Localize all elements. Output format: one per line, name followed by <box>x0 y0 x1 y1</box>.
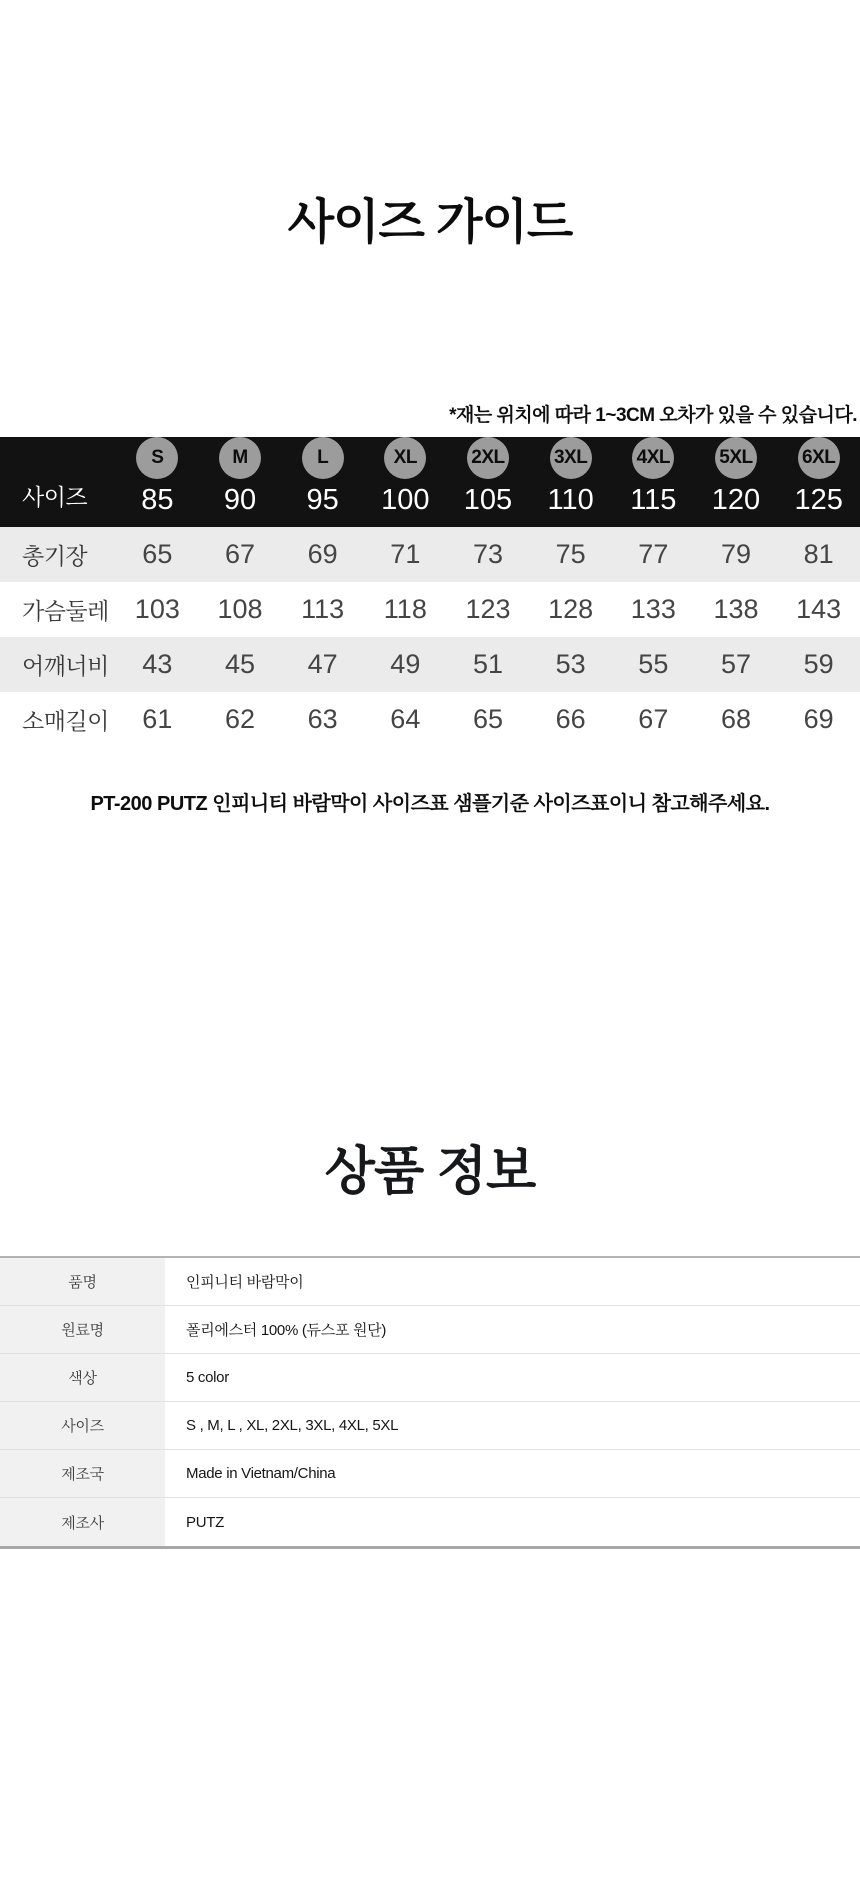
product-info-row <box>0 1498 860 1546</box>
size-header-cell <box>116 437 199 527</box>
size-table-header-row <box>0 437 860 527</box>
measurement-value: 133 <box>630 594 676 624</box>
measurement-value: 63 <box>307 704 338 734</box>
measurement-row-label: 소매길이 <box>22 708 109 734</box>
measurement-value: 67 <box>224 539 256 569</box>
size-badge: S <box>136 437 178 479</box>
product-info-label: 사이즈 <box>0 1402 165 1449</box>
size-guide-title: 사이즈 가이드 <box>287 196 573 249</box>
measurement-row-label: 어깨너비 <box>22 653 109 679</box>
measurement-value: 62 <box>224 704 256 734</box>
measurement-value: 51 <box>472 649 504 679</box>
size-table-corner-label: 사이즈 <box>22 484 88 510</box>
measurement-value: 59 <box>803 649 834 679</box>
size-table-caption: PT-200 PUTZ 인피니티 바람막이 사이즈표 샘플기준 사이즈표이니 참고해주세요. <box>90 793 770 815</box>
measurement-value: 138 <box>713 594 759 624</box>
product-info-row <box>0 1354 860 1402</box>
measurement-value: 77 <box>638 539 669 569</box>
measurement-value: 49 <box>390 649 421 679</box>
size-badge: 4XL <box>632 437 674 479</box>
size-header-cell <box>199 437 282 527</box>
measurement-value: 118 <box>383 594 427 624</box>
size-number: 115 <box>630 484 677 516</box>
measurement-row <box>0 527 860 582</box>
size-badge: 3XL <box>550 437 592 479</box>
measurement-value: 113 <box>301 594 345 624</box>
measurement-value: 55 <box>638 649 669 679</box>
product-info-label: 색상 <box>0 1354 165 1401</box>
product-info-label: 제조국 <box>0 1450 165 1497</box>
size-header-cell <box>777 437 860 527</box>
measurement-row-label: 가슴둘레 <box>22 598 109 624</box>
measurement-value: 71 <box>390 539 421 569</box>
product-info-label: 제조사 <box>0 1498 165 1546</box>
measurement-value: 69 <box>803 704 834 734</box>
measurement-value: 53 <box>555 649 586 679</box>
measurement-value: 75 <box>555 539 586 569</box>
measurement-row <box>0 692 860 747</box>
measurement-value: 73 <box>472 539 504 569</box>
measurement-row-label: 총기장 <box>22 543 88 569</box>
size-number: 95 <box>306 484 339 516</box>
measurement-value: 43 <box>142 649 173 679</box>
measurement-value: 65 <box>142 539 173 569</box>
size-badge: 6XL <box>798 437 840 479</box>
size-header-cell <box>281 437 364 527</box>
size-header-cell <box>364 437 447 527</box>
measurement-value: 143 <box>796 594 842 624</box>
measurement-value: 103 <box>134 594 180 624</box>
measurement-value: 45 <box>224 649 256 679</box>
measurement-value: 128 <box>548 594 594 624</box>
size-number: 90 <box>223 484 257 516</box>
measurement-value: 123 <box>465 594 511 624</box>
size-badge: L <box>302 437 344 479</box>
size-badge: M <box>219 437 261 479</box>
product-info-title: 상품 정보 <box>324 1143 536 1201</box>
product-info-row <box>0 1258 860 1306</box>
measurement-value: 69 <box>307 539 338 569</box>
product-info-value: Made in Vietnam/China <box>186 1465 336 1483</box>
size-badge: 5XL <box>715 437 757 479</box>
measurement-value: 67 <box>638 704 669 734</box>
measurement-value: 108 <box>217 594 263 624</box>
product-info-row <box>0 1402 860 1450</box>
size-table <box>0 437 860 747</box>
size-number: 125 <box>794 484 843 516</box>
measurement-tolerance-note: *재는 위치에 따라 1~3CM 오차가 있을 수 있습니다. <box>449 405 857 426</box>
product-info-row <box>0 1306 860 1354</box>
measurement-value: 64 <box>390 704 421 734</box>
product-info-value: 폴리에스터 100% (듀스포 원단) <box>186 1322 387 1340</box>
size-header-cell <box>612 437 695 527</box>
product-info-table <box>0 1256 860 1549</box>
measurement-value: 57 <box>720 649 752 679</box>
size-header-cell <box>695 437 778 527</box>
size-badge: 2XL <box>467 437 509 479</box>
measurement-value: 47 <box>307 649 338 679</box>
measurement-value: 66 <box>555 704 586 734</box>
product-info-value: 인피니티 바람막이 <box>186 1274 304 1292</box>
measurement-value: 79 <box>720 539 752 569</box>
product-info-value: 5 color <box>186 1369 229 1387</box>
measurement-row <box>0 637 860 692</box>
size-number: 110 <box>547 484 594 516</box>
measurement-row <box>0 582 860 637</box>
measurement-value: 81 <box>803 539 834 569</box>
measurement-value: 61 <box>142 704 173 734</box>
product-info-value: S , M, L , XL, 2XL, 3XL, 4XL, 5XL <box>186 1417 399 1435</box>
size-badge: XL <box>384 437 426 479</box>
size-number: 100 <box>381 484 430 516</box>
product-info-label: 품명 <box>0 1258 165 1305</box>
size-header-cell <box>529 437 612 527</box>
product-info-row <box>0 1450 860 1498</box>
size-header-cell <box>447 437 530 527</box>
size-number: 120 <box>711 484 761 516</box>
product-info-value: PUTZ <box>186 1513 224 1531</box>
size-number: 85 <box>141 484 174 516</box>
measurement-value: 68 <box>720 704 752 734</box>
size-table-body <box>0 527 860 747</box>
size-number: 105 <box>463 484 513 516</box>
product-info-label: 원료명 <box>0 1306 165 1353</box>
measurement-value: 65 <box>472 704 504 734</box>
